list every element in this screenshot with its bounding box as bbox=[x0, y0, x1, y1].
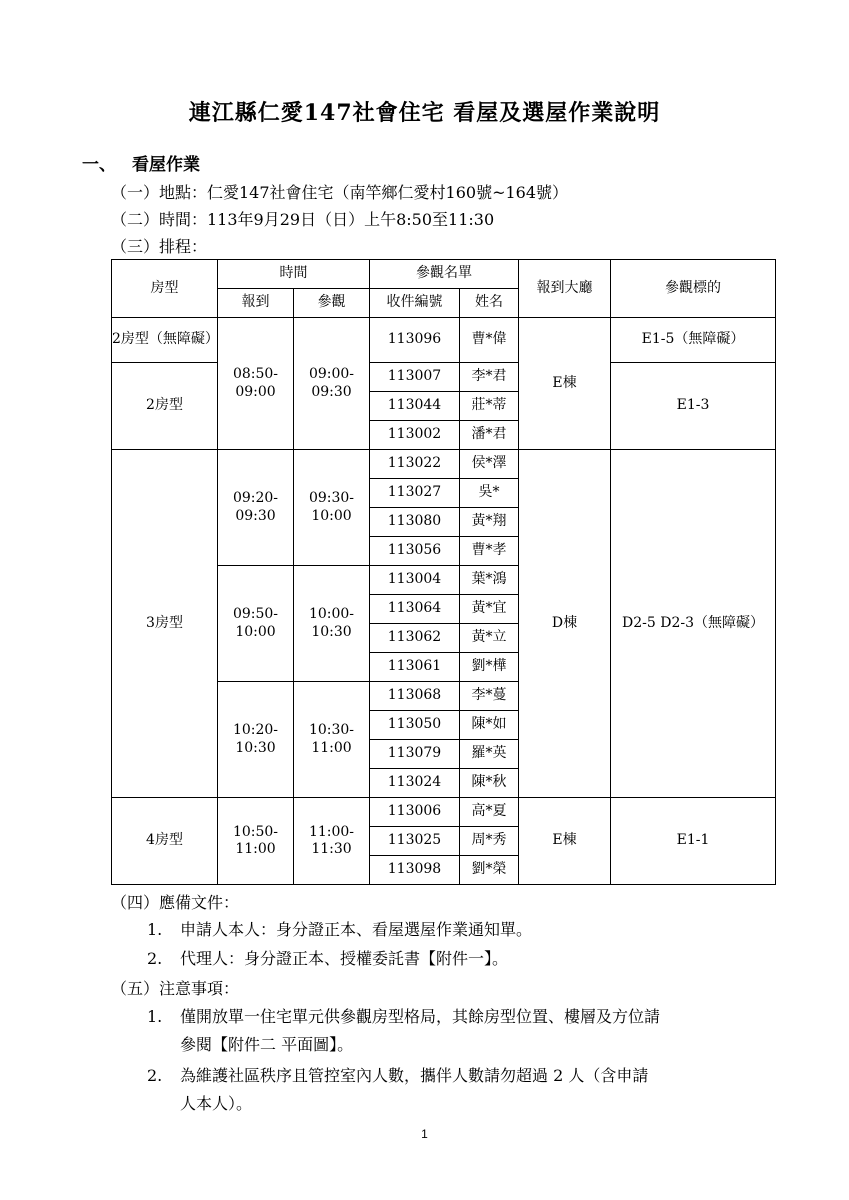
case-number-cell: 113050 bbox=[370, 711, 460, 740]
name-cell: 劉*樺 bbox=[460, 653, 519, 682]
item-number: 2. bbox=[147, 1066, 163, 1085]
checkin-cell: 10:50-11:00 bbox=[218, 798, 294, 885]
target-cell: E1-1 bbox=[611, 798, 776, 885]
case-number-cell: 113027 bbox=[370, 479, 460, 508]
room-type-cell: 3房型 bbox=[112, 450, 218, 798]
lobby-cell: E棟 bbox=[519, 798, 611, 885]
name-cell: 陳*如 bbox=[460, 711, 519, 740]
name-cell: 曹*偉 bbox=[460, 318, 519, 363]
case-number-cell: 113079 bbox=[370, 740, 460, 769]
item-notes: （五）注意事項： bbox=[111, 979, 240, 998]
item-schedule: （三）排程： bbox=[111, 237, 208, 256]
name-cell: 侯*澤 bbox=[460, 450, 519, 479]
note-item bbox=[147, 1003, 787, 1059]
header-room-type: 房型 bbox=[112, 260, 218, 318]
case-number-cell: 113062 bbox=[370, 624, 460, 653]
room-type-cell: 2房型 bbox=[112, 363, 218, 450]
name-cell: 李*蔓 bbox=[460, 682, 519, 711]
name-cell: 潘*君 bbox=[460, 421, 519, 450]
lobby-cell: E棟 bbox=[519, 318, 611, 450]
room-type-cell: 4房型 bbox=[112, 798, 218, 885]
case-number-cell: 113098 bbox=[370, 856, 460, 885]
name-cell: 周*秀 bbox=[460, 827, 519, 856]
case-number-cell: 113025 bbox=[370, 827, 460, 856]
target-cell: D2-5 D2-3（無障礙） bbox=[611, 450, 776, 798]
name-cell: 劉*榮 bbox=[460, 856, 519, 885]
item-number: 1. bbox=[147, 920, 163, 939]
case-number-cell: 113007 bbox=[370, 363, 460, 392]
document-item bbox=[147, 916, 787, 944]
header-case-no: 收件編號 bbox=[370, 289, 460, 318]
name-cell: 吳* bbox=[460, 479, 519, 508]
visit-cell: 10:00-10:30 bbox=[294, 566, 370, 682]
item-time: （二）時間：113年9月29日（日）上午8:50至11:30 bbox=[111, 210, 495, 229]
checkin-cell: 09:50-10:00 bbox=[218, 566, 294, 682]
visit-cell: 10:30-11:00 bbox=[294, 682, 370, 798]
name-cell: 黃*立 bbox=[460, 624, 519, 653]
case-number-cell: 113004 bbox=[370, 566, 460, 595]
case-number-cell: 113024 bbox=[370, 769, 460, 798]
item-documents: （四）應備文件： bbox=[111, 893, 240, 912]
case-number-cell: 113006 bbox=[370, 798, 460, 827]
item-text: 申請人本人：身分證正本、看屋選屋作業通知單。 bbox=[180, 920, 533, 939]
room-type-cell: 2房型（無障礙） bbox=[112, 318, 218, 363]
section-title: 看屋作業 bbox=[132, 155, 200, 175]
section-heading bbox=[82, 150, 200, 175]
item-number: 1. bbox=[147, 1007, 163, 1026]
case-number-cell: 113056 bbox=[370, 537, 460, 566]
visit-cell: 09:30-10:00 bbox=[294, 450, 370, 566]
schedule-table bbox=[111, 259, 776, 885]
checkin-cell: 10:20-10:30 bbox=[218, 682, 294, 798]
document-title: 連江縣仁愛147社會住宅 看屋及選屋作業說明 bbox=[188, 100, 661, 126]
name-cell: 陳*秋 bbox=[460, 769, 519, 798]
note-item bbox=[147, 1062, 787, 1118]
name-cell: 黃*宜 bbox=[460, 595, 519, 624]
name-cell: 葉*鴻 bbox=[460, 566, 519, 595]
case-number-cell: 113064 bbox=[370, 595, 460, 624]
visit-cell: 09:00-09:30 bbox=[294, 318, 370, 450]
header-time: 時間 bbox=[218, 260, 370, 289]
item-text-line2: 人本人）。 bbox=[180, 1094, 253, 1113]
visit-cell: 11:00-11:30 bbox=[294, 798, 370, 885]
header-checkin: 報到 bbox=[218, 289, 294, 318]
header-lobby: 報到大廳 bbox=[519, 260, 611, 318]
name-cell: 羅*英 bbox=[460, 740, 519, 769]
target-cell: E1-5（無障礙） bbox=[611, 318, 776, 363]
name-cell: 黃*翔 bbox=[460, 508, 519, 537]
case-number-cell: 113061 bbox=[370, 653, 460, 682]
item-text-line2: 參閱【附件二 平面圖】。 bbox=[180, 1035, 354, 1054]
header-target: 參觀標的 bbox=[611, 260, 776, 318]
checkin-cell: 09:20-09:30 bbox=[218, 450, 294, 566]
item-text-line1: 僅開放單一住宅單元供參觀房型格局，其餘房型位置、樓層及方位請 bbox=[180, 1007, 661, 1026]
name-cell: 李*君 bbox=[460, 363, 519, 392]
section-number: 一、 bbox=[82, 155, 116, 175]
case-number-cell: 113080 bbox=[370, 508, 460, 537]
case-number-cell: 113096 bbox=[370, 318, 460, 363]
item-text: 代理人：身分證正本、授權委託書【附件一】。 bbox=[180, 949, 509, 968]
checkin-cell: 08:50-09:00 bbox=[218, 318, 294, 450]
item-location: （一）地點：仁愛147社會住宅（南竿鄉仁愛村160號~164號） bbox=[111, 183, 569, 202]
header-roster: 參觀名單 bbox=[370, 260, 519, 289]
item-number: 2. bbox=[147, 949, 163, 968]
lobby-cell: D棟 bbox=[519, 450, 611, 798]
document-item bbox=[147, 945, 787, 973]
name-cell: 高*夏 bbox=[460, 798, 519, 827]
header-visit: 參觀 bbox=[294, 289, 370, 318]
case-number-cell: 113002 bbox=[370, 421, 460, 450]
case-number-cell: 113022 bbox=[370, 450, 460, 479]
header-name: 姓名 bbox=[460, 289, 519, 318]
case-number-cell: 113044 bbox=[370, 392, 460, 421]
page-number: 1 bbox=[421, 1127, 428, 1141]
name-cell: 曹*孝 bbox=[460, 537, 519, 566]
target-cell: E1-3 bbox=[611, 363, 776, 450]
case-number-cell: 113068 bbox=[370, 682, 460, 711]
item-text-line1: 為維護社區秩序且管控室內人數，攜伴人數請勿超過 2 人（含申請 bbox=[180, 1066, 649, 1085]
name-cell: 莊*蒂 bbox=[460, 392, 519, 421]
